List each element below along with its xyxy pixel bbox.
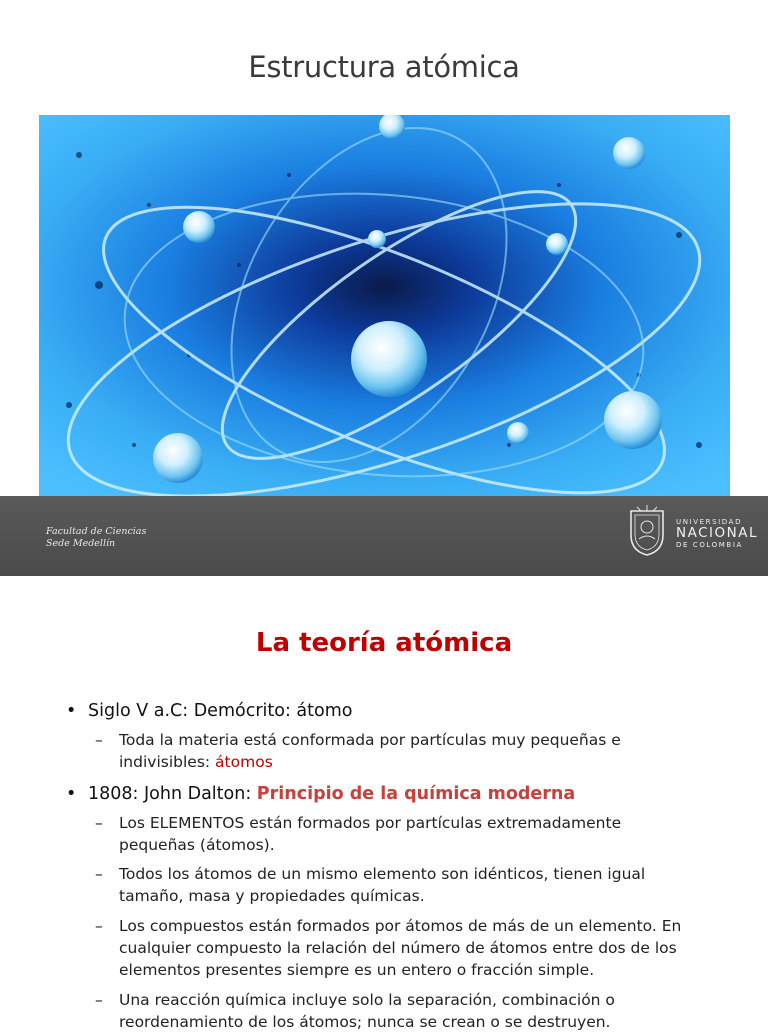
faculty-line-1: Facultad de Ciencias <box>46 526 147 537</box>
sub-line: indivisibles: <box>119 753 216 771</box>
bullet-dot: • <box>66 701 77 721</box>
logo-universidad: UNIVERSIDAD <box>676 518 743 526</box>
sub-line: Los ELEMENTOS están formados por partículas extremadamente <box>119 814 622 832</box>
sub-item <box>95 863 679 907</box>
sub-line: Todos los átomos de un mismo elemento son idénticos, tienen igual <box>119 865 646 883</box>
university-seal-icon <box>627 505 667 557</box>
bullet-dalton <box>66 782 576 806</box>
sub-line: Los compuestos están formados por átomos de más de un elemento. En <box>119 917 682 935</box>
sub-dash: – <box>95 991 103 1009</box>
slide-title: Estructura atómica <box>248 50 520 84</box>
logo-de-colombia: DE COLOMBIA <box>676 541 743 549</box>
sub-line: tamaño, masa y propiedades químicas. <box>119 887 425 905</box>
sub-line: reordenamiento de los átomos; nunca se crean o se destruyen. <box>119 1013 611 1031</box>
sub-line: pequeñas (átomos). <box>119 836 275 854</box>
slide-title: La teoría atómica <box>255 628 513 658</box>
sub-dash: – <box>95 814 103 832</box>
sub-line: Una reacción química incluye solo la separación, combinación o <box>119 991 615 1009</box>
slide-2 <box>0 576 768 1031</box>
university-logo-text <box>676 518 758 549</box>
bullet-highlight: Principio de la química moderna <box>256 784 576 804</box>
sub-item <box>95 729 679 773</box>
sub-item <box>95 989 679 1033</box>
sub-item <box>95 915 719 981</box>
atom-illustration <box>39 115 730 496</box>
bullet-democrito <box>66 699 353 723</box>
faculty-line-2: Sede Medellín <box>46 538 116 549</box>
slide-footer <box>0 496 768 576</box>
bullet-text: 1808: John Dalton: <box>88 784 257 804</box>
logo-nacional: NACIONAL <box>676 525 758 541</box>
bullet-text: Siglo V a.C: Demócrito: átomo <box>88 701 353 721</box>
faculty-label <box>46 526 146 550</box>
sub-highlight: átomos <box>215 753 273 771</box>
sub-line: Toda la materia está conformada por partículas muy pequeñas e <box>119 731 621 749</box>
bullet-dot: • <box>66 784 77 804</box>
sub-dash: – <box>95 865 103 883</box>
sub-line: cualquier compuesto la relación del número de átomos entre dos de los <box>119 939 677 957</box>
sub-dash: – <box>95 917 103 935</box>
sub-line: elementos presentes siempre es un entero o fracción simple. <box>119 961 595 979</box>
sub-item <box>95 812 679 856</box>
sub-dash: – <box>95 731 103 749</box>
